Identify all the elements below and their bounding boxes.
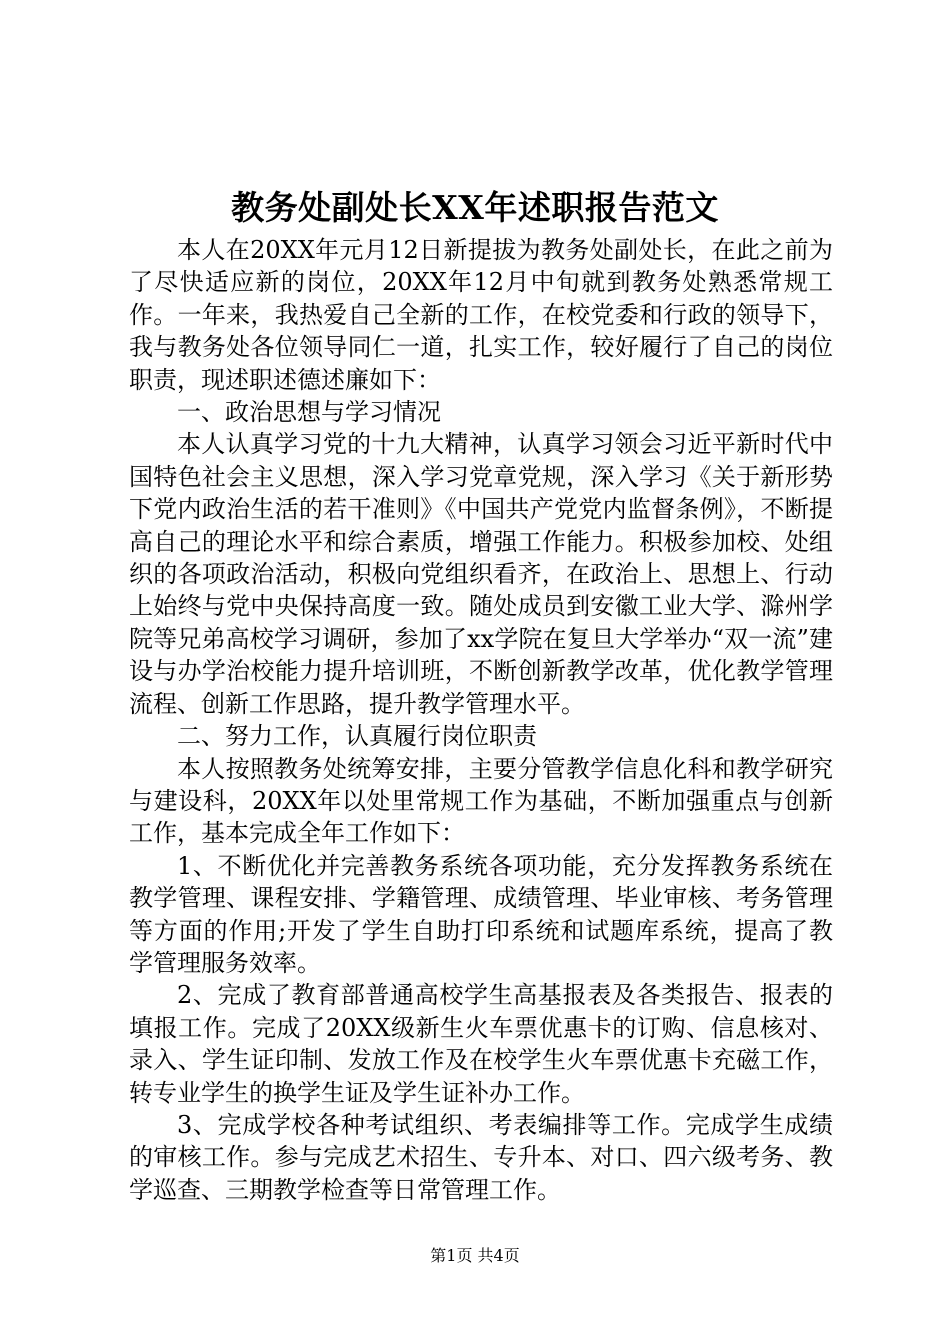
page-number-footer: 第1页 共4页 [430,1246,520,1265]
section-2-paragraph: 本人按照教务处统筹安排，主要分管教学信息化科和教学研究与建设科，20XX年以处里常规工作为基础，不断加强重点与创新工作，基本完成全年工作如下： [129,754,833,848]
list-item-3: 3、完成学校各种考试组织、考表编排等工作。完成学生成绩的审核工作。参与完成艺术招生、专升本、对口、四六级考务、教学巡查、三期教学检查等日常管理工作。 [129,1110,833,1204]
section-heading-1: 一、政治思想与学习情况 [177,398,441,427]
document-body [129,234,833,1206]
intro-paragraph: 本人在20XX年元月12日新提拔为教务处副处长，在此之前为了尽快适应新的岗位，20XX年12月中旬就到教务处熟悉常规工作。一年来，我热爱自己全新的工作，在校党委和行政的领导下，我与教务处各位领导同仁一道，扎实工作，较好履行了自己的岗位职责，现述职述德述廉如下： [129,236,833,394]
list-item-1: 1、不断优化并完善教务系统各项功能，充分发挥教务系统在教学管理、课程安排、学籍管理、成绩管理、毕业审核、考务管理等方面的作用;开发了学生自助打印系统和试题库系统，提高了教学管理服务效率。 [129,851,833,977]
document-title: 教务处副处长XX年述职报告范文 [231,188,719,227]
section-heading-2: 二、努力工作，认真履行岗位职责 [177,722,537,751]
list-item-2: 2、完成了教育部普通高校学生高基报表及各类报告、报表的填报工作。完成了20XX级新生火车票优惠卡的订购、信息核对、录入、学生证印制、发放工作及在校学生火车票优惠卡充磁工作，转专业学生的换学生证及学生证补办工作。 [129,981,833,1107]
section-1-paragraph: 本人认真学习党的十九大精神，认真学习领会习近平新时代中国特色社会主义思想，深入学习党章党规，深入学习《关于新形势下党内政治生活的若干准则》《中国共产党党内监督条例》，不断提高自己的理论水平和综合素质，增强工作能力。积极参加校、处组织的各项政治活动，积极向党组织看齐，在政治上、思想上、行动上始终与党中央保持高度一致。随处成员到安徽工业大学、滁州学院等兄弟高校学习调研，参加了xx学院在复旦大学举办“双一流”建设与办学治校能力提升培训班，不断创新教学改革，优化教学管理流程、创新工作思路，提升教学管理水平。 [129,430,833,718]
